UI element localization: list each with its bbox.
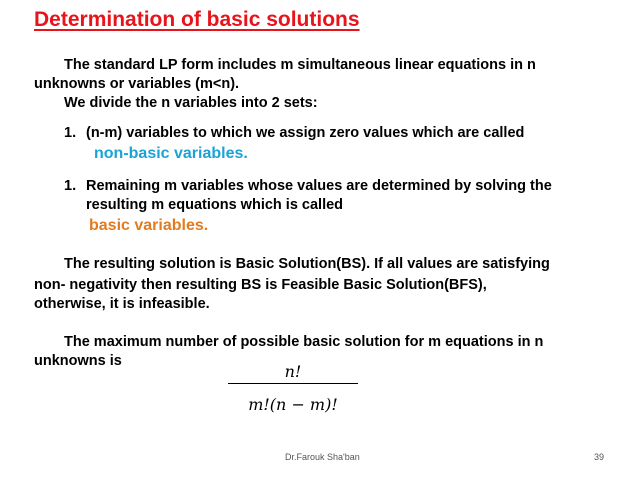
list-item-2 [64,177,552,196]
basic-variables-term: basic variables. [89,217,209,234]
max-solutions-line-2: unknowns is [34,353,122,369]
page-number: 39 [594,452,605,462]
footer-author: Dr.Farouk Sha'ban [285,452,360,462]
max-solutions-line-1: The maximum number of possible basic solution for m equations in n [64,334,544,350]
formula-denominator: m!(n − m)! [248,395,338,414]
intro-line-2: unknowns or variables (m<n). [34,76,240,92]
list-item-2-number: 1. [64,178,77,194]
formula-fraction-bar [228,383,358,384]
non-basic-variables-term: non-basic variables. [94,145,248,162]
list-item-2-line-1: Remaining m variables whose values are determined by solving the [86,178,552,194]
intro-line-1: The standard LP form includes m simultaneous linear equations in n [64,57,536,73]
list-item-1-text: (n-m) variables to which we assign zero values which are called [86,125,525,141]
list-item-1 [64,124,524,143]
page-title: Determination of basic solutions [34,8,360,31]
intro-line-3: We divide the n variables into 2 sets: [64,95,318,111]
list-item-1-number: 1. [64,125,77,141]
list-item-2-line-2: resulting m equations which is called [86,197,344,213]
formula-numerator: n! [284,362,302,381]
result-line-1: The resulting solution is Basic Solution(BS). If all values are satisfying [64,256,550,272]
result-line-3: otherwise, it is infeasible. [34,296,210,312]
result-line-2: non- negativity then resulting BS is Feasible Basic Solution(BFS), [34,277,487,293]
